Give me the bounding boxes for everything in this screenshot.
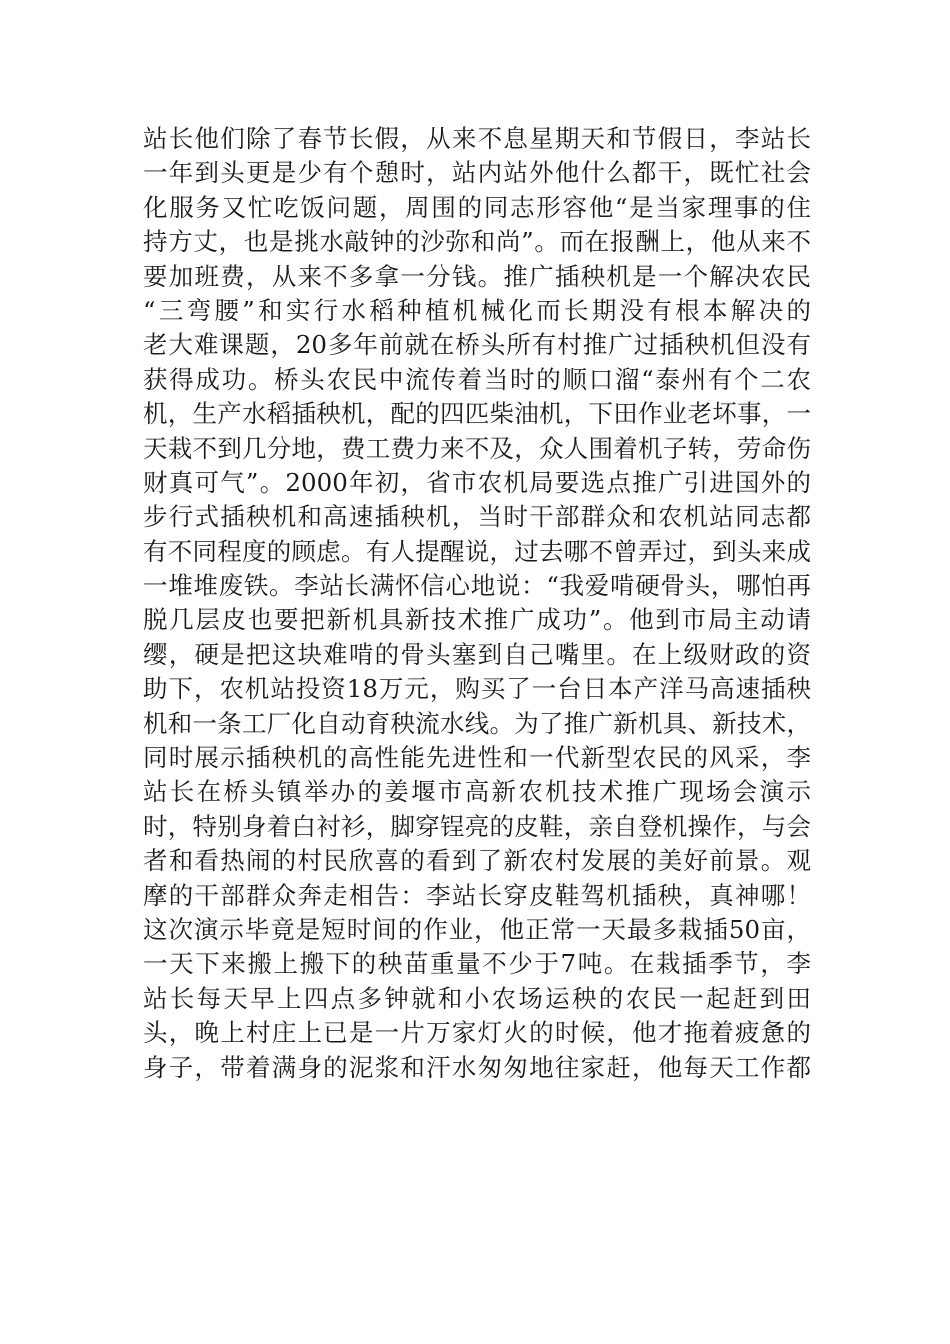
text-line: 机，生产水稻插秧机，配的四匹柴油机，下田作业老坏事，一	[143, 399, 811, 429]
text-line: 身子，带着满身的泥浆和汗水匆匆地往家赶，他每天工作都	[143, 1052, 811, 1082]
text-line: 缨，硬是把这块难啃的骨头塞到自己嘴里。在上级财政的资	[143, 639, 811, 669]
text-line: 者和看热闹的村民欣喜的看到了新农村发展的美好前景。观	[143, 846, 811, 876]
text-line: 同时展示插秧机的高性能先进性和一代新型农民的风采，李	[143, 743, 811, 773]
text-line: 头，晚上村庄上已是一片万家灯火的时候，他才拖着疲惫的	[143, 1018, 811, 1048]
body-paragraph	[143, 122, 811, 1085]
text-line: “三弯腰”和实行水稻种植机械化而长期没有根本解决的	[143, 295, 811, 325]
text-line: 步行式插秧机和高速插秧机，当时干部群众和农机站同志都	[143, 502, 811, 532]
text-line: 获得成功。桥头农民中流传着当时的顺口溜“泰州有个二农	[143, 364, 811, 394]
text-line: 财真可气”。2000年初，省市农机局要选点推广引进国外的	[143, 467, 811, 497]
text-line: 天栽不到几分地，费工费力来不及，众人围着机子转，劳命伤	[143, 433, 811, 463]
text-line: 一年到头更是少有个憩时，站内站外他什么都干，既忙社会	[143, 158, 811, 188]
text-line: 化服务又忙吃饭问题，周围的同志形容他“是当家理事的住	[143, 192, 811, 222]
text-line: 助下，农机站投资18万元，购买了一台日本产洋马高速插秧	[143, 674, 811, 704]
text-line: 一天下来搬上搬下的秧苗重量不少于7吨。在栽插季节，李	[143, 949, 811, 979]
text-line: 有不同程度的顾虑。有人提醒说，过去哪不曾弄过，到头来成	[143, 536, 811, 566]
text-line: 要加班费，从来不多拿一分钱。推广插秧机是一个解决农民	[143, 261, 811, 291]
text-line: 这次演示毕竟是短时间的作业，他正常一天最多栽插50亩，	[143, 914, 811, 944]
text-line: 脱几层皮也要把新机具新技术推广成功”。他到市局主动请	[143, 605, 811, 635]
text-line: 站长在桥头镇举办的姜堰市高新农机技术推广现场会演示	[143, 777, 811, 807]
text-line: 时，特别身着白衬衫，脚穿锃亮的皮鞋，亲自登机操作，与会	[143, 811, 811, 841]
text-line: 一堆堆废铁。李站长满怀信心地说：“我爱啃硬骨头，哪怕再	[143, 571, 811, 601]
text-line: 站长每天早上四点多钟就和小农场运秧的农民一起赶到田	[143, 983, 811, 1013]
text-line: 持方丈，也是挑水敲钟的沙弥和尚”。而在报酬上，他从来不	[143, 227, 811, 257]
text-line: 摩的干部群众奔走相告：李站长穿皮鞋驾机插秧，真神哪！	[143, 880, 811, 910]
text-line: 机和一条工厂化自动育秧流水线。为了推广新机具、新技术，	[143, 708, 811, 738]
text-line: 老大难课题，20多年前就在桥头所有村推广过插秧机但没有	[143, 330, 811, 360]
text-line: 站长他们除了春节长假，从来不息星期天和节假日，李站长	[143, 124, 811, 153]
